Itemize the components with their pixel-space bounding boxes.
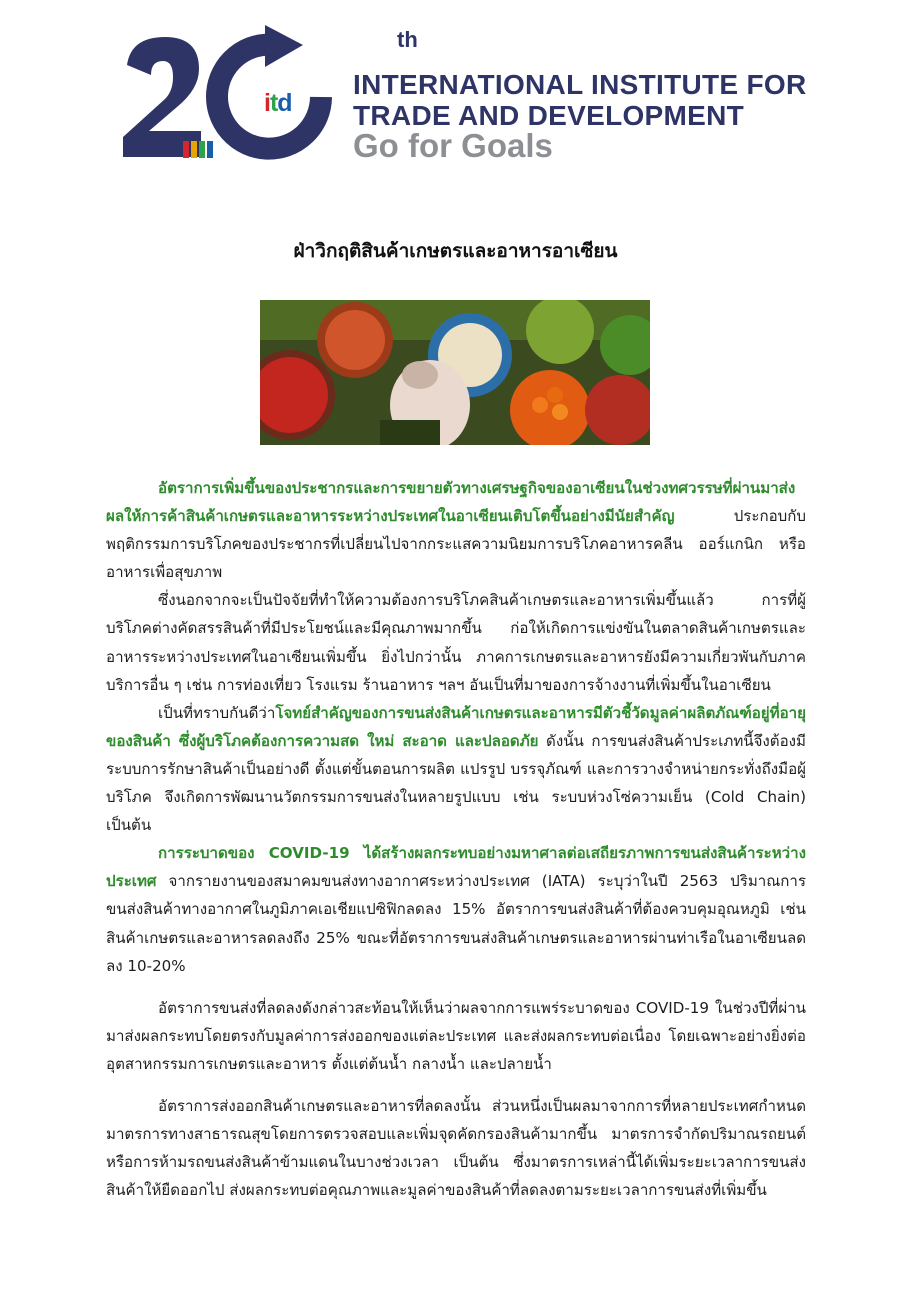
logo-th: th bbox=[397, 27, 418, 52]
itd-logo-icon: itd bbox=[264, 89, 292, 117]
article-title: ฝ่าวิกฤติสินค้าเกษตรและอาหารอาเซียน bbox=[293, 240, 618, 262]
paragraph-4: การระบาดของ COVID-19 ได้สร้างผลกระทบอย่างมหาศาลต่อเสถียรภาพการขนส่งสินค้าระหว่างประเทศ จากรายงานของสมาคมขนส่งทางอากาศระหว่างประเทศ (IATA) ระบุว่าในปี 2563 ปริมาณการขนส่งสินค้าทางอากาศในภูมิภาคเอเชียแปซิฟิกลดลง 15% อัตราการขนส่งสินค้าที่ต้องควบคุมอุณหภูมิ เช่น สินค้าเกษตรและอาหารลดลงถึง 25% ขณะที่อัตราการขนส่งสินค้าเกษตรและอาหารผ่านท่าเรือในอาเซียนลดลง 10-20% bbox=[106, 844, 806, 975]
paragraph-2: ซึ่งนอกจากจะเป็นปัจจัยที่ทำให้ความต้องการบริโภคสินค้าเกษตรและอาหารเพิ่มขึ้นแล้ว การที่ผู้บริโภคต่างคัดสรรสินค้าที่มีประโยชน์และมีคุณภาพมากขึ้น ก่อให้เกิดการแข่งขันในตลาดสินค้าเกษตรและอาหารระหว่างประเทศในอาเซียนเพิ่มขึ้น ยิ่งไปกว่านั้น ภาคการเกษตรและอาหารยังมีความเกี่ยวพันกับภาคบริการอื่น ๆ เช่น การท่องเที่ยว โรงแรม ร้านอาหาร ฯลฯ อันเป็นที่มาของการจ้างงานที่เพิ่มขึ้นในอาเซียน bbox=[106, 591, 806, 694]
institute-name-line2: TRADE AND DEVELOPMENT bbox=[353, 100, 745, 131]
institute-name-line1: INTERNATIONAL INSTITUTE FOR bbox=[353, 69, 807, 100]
twenty-logo-icon bbox=[115, 25, 355, 170]
paragraph-3: เป็นที่ทราบกันดีว่าโจทย์สำคัญของการขนส่งสินค้าเกษตรและอาหารมีตัวชี้วัดมูลค่าผลิตภัณฑ์อยู่ที่อายุของสินค้า ซึ่งผู้บริโภคต้องการความสด ใหม่ สะอาด และปลอดภัย ดังนั้น การขนส่งสินค้าประเภทนี้จึงต้องมีระบบการรักษาสินค้าเป็นอย่างดี ตั้งแต่ขั้นตอนการผลิต แปรรูป บรรจุภัณฑ์ และการวางจำหน่ายกระทั่งถึงมือผู้บริโภค จึงเกิดการพัฒนานวัตกรรมการขนส่งในหลายรูปแบบ เช่น ระบบห่วงโซ่ความเย็น (Cold Chain) เป็นต้น bbox=[106, 703, 806, 835]
header-logo bbox=[115, 25, 815, 175]
paragraph-1: อัตราการเพิ่มขึ้นของประชากรและการขยายตัวทางเศรษฐกิจของอาเซียนในช่วงทศวรรษที่ผ่านมาส่งผลให้การค้าสินค้าเกษตรและอาหารระหว่างประเทศในอาเซียนเติบโตขึ้นอย่างมีนัยสำคัญ ประกอบกับพฤติกรรมการบริโภคของประชากรที่เปลี่ยนไปจากกระแสความนิยมการบริโภคอาหารคลีน ออร์แกนิก หรืออาหารเพื่อสุขภาพ bbox=[106, 479, 806, 582]
article-body bbox=[106, 474, 806, 1204]
market-vegetables-photo bbox=[260, 300, 650, 445]
paragraph-5: อัตราการขนส่งที่ลดลงดังกล่าวสะท้อนให้เห็นว่าผลจากการแพร่ระบาดของ COVID-19 ในช่วงปีที่ผ่านมาส่งผลกระทบโดยตรงกับมูลค่าการส่งออกของแต่ละประเทศ และส่งผลกระทบต่อเนื่อง โดยเฉพาะอย่างยิ่งต่ออุตสาหกรรมการเกษตรและอาหาร ตั้งแต่ต้นน้ำ กลางน้ำ และปลายน้ำ bbox=[106, 998, 806, 1073]
paragraph-6: อัตราการส่งออกสินค้าเกษตรและอาหารที่ลดลงนั้น ส่วนหนึ่งเป็นผลมาจากการที่หลายประเทศกำหนดมาตรการทางสาธารณสุขโดยการตรวจสอบและเพิ่มจุดคัดกรองสินค้ามากขึ้น มาตรการจำกัดปริมาณรถยนต์ หรือการห้ามรถขนส่งสินค้าข้ามแดนในบางช่วงเวลา เป็นต้น ซึ่งมาตรการเหล่านี้ได้เพิ่มระยะเวลาการขนส่งสินค้าให้ยืดออกไป ส่งผลกระทบต่อคุณภาพและมูลค่าของสินค้าที่ลดลงตามระยะเวลาการขนส่งที่เพิ่มขึ้น bbox=[106, 1096, 806, 1200]
tagline: Go for Goals bbox=[353, 127, 553, 164]
